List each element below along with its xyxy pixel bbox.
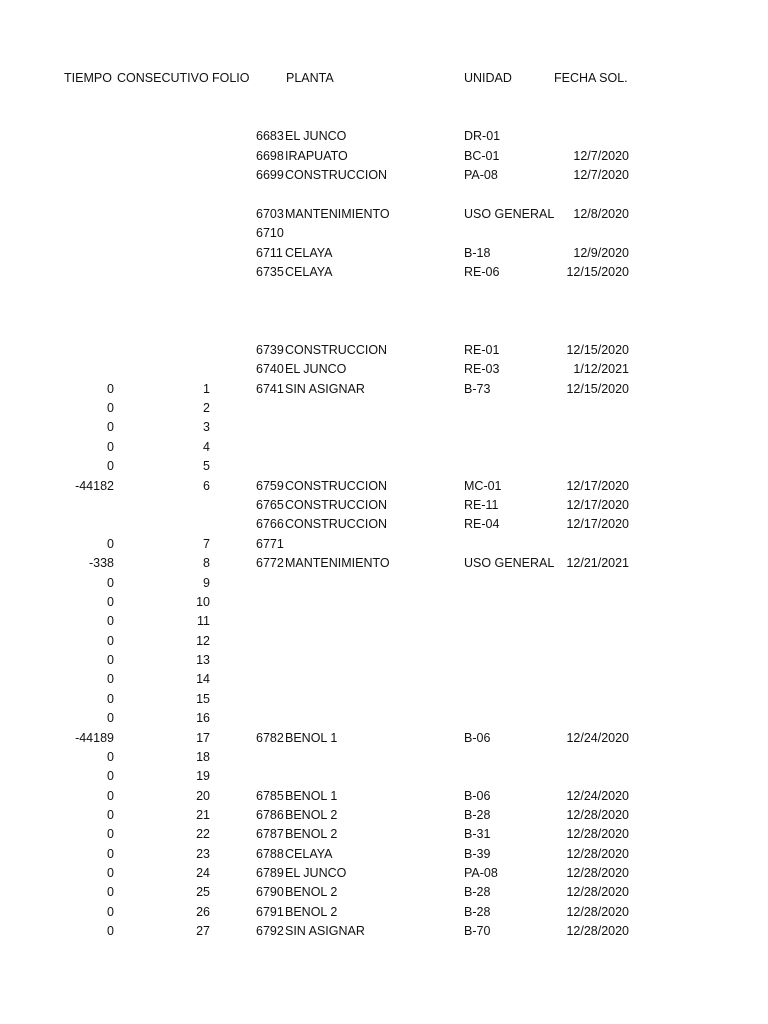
cell-tiempo: 0 [107, 750, 114, 764]
cell-fecha-sol: 12/21/2021 [566, 556, 629, 570]
cell-folio: 6792 [256, 924, 284, 938]
cell-consecutivo: 11 [197, 614, 210, 628]
table-row [0, 593, 768, 612]
table-row [0, 903, 768, 922]
cell-planta: BENOL 2 [285, 885, 338, 899]
cell-fecha-sol: 12/15/2020 [566, 382, 629, 396]
header-unidad: UNIDAD [464, 71, 512, 85]
cell-unidad: B-28 [464, 808, 491, 822]
table-row [0, 883, 768, 902]
cell-tiempo: 0 [107, 614, 114, 628]
cell-folio: 6710 [256, 226, 284, 240]
cell-consecutivo: 2 [203, 401, 210, 415]
cell-fecha-sol: 12/24/2020 [566, 789, 629, 803]
table-row [0, 632, 768, 651]
cell-unidad: B-73 [464, 382, 491, 396]
cell-consecutivo: 9 [203, 576, 210, 590]
cell-tiempo: 0 [107, 789, 114, 803]
cell-planta: CONSTRUCCION [285, 498, 388, 512]
cell-consecutivo: 25 [196, 885, 210, 899]
cell-consecutivo: 14 [196, 672, 210, 686]
table-row [0, 864, 768, 883]
cell-folio: 6788 [256, 847, 284, 861]
cell-planta: MANTENIMIENTO [285, 207, 390, 221]
cell-fecha-sol: 12/7/2020 [573, 149, 629, 163]
cell-fecha-sol: 12/17/2020 [566, 479, 629, 493]
table-row [0, 380, 768, 399]
cell-planta: CELAYA [285, 847, 333, 861]
cell-planta: BENOL 2 [285, 905, 338, 919]
cell-folio: 6766 [256, 517, 284, 531]
cell-consecutivo: 26 [196, 905, 210, 919]
table-row [0, 535, 768, 554]
cell-folio: 6683 [256, 129, 284, 143]
cell-consecutivo: 3 [203, 420, 210, 434]
cell-folio: 6740 [256, 362, 284, 376]
cell-unidad: RE-01 [464, 343, 500, 357]
table-row [0, 438, 768, 457]
cell-folio: 6741 [256, 382, 284, 396]
table-row [0, 767, 768, 786]
cell-folio: 6771 [256, 537, 284, 551]
header-folio: FOLIO [212, 71, 250, 85]
cell-consecutivo: 10 [196, 595, 210, 609]
cell-planta: BENOL 2 [285, 808, 338, 822]
cell-consecutivo: 17 [196, 731, 210, 745]
table-row [0, 244, 768, 263]
cell-folio: 6703 [256, 207, 284, 221]
cell-consecutivo: 1 [203, 382, 210, 396]
cell-unidad: RE-03 [464, 362, 500, 376]
table-row [0, 825, 768, 844]
cell-fecha-sol: 12/17/2020 [566, 517, 629, 531]
table-row [0, 418, 768, 437]
cell-consecutivo: 4 [203, 440, 210, 454]
cell-fecha-sol: 1/12/2021 [573, 362, 629, 376]
cell-planta: CELAYA [285, 265, 333, 279]
cell-consecutivo: 12 [196, 634, 210, 648]
cell-folio: 6711 [256, 246, 283, 260]
table-row [0, 709, 768, 728]
table-row [0, 748, 768, 767]
cell-fecha-sol: 12/28/2020 [566, 827, 629, 841]
header-consecutivo: CONSECUTIVO [117, 71, 209, 85]
cell-planta: CELAYA [285, 246, 333, 260]
table-row [0, 515, 768, 534]
cell-fecha-sol: 12/24/2020 [566, 731, 629, 745]
table-row [0, 922, 768, 941]
cell-tiempo: 0 [107, 808, 114, 822]
cell-unidad: PA-08 [464, 866, 498, 880]
cell-planta: BENOL 1 [285, 731, 338, 745]
cell-tiempo: 0 [107, 440, 114, 454]
cell-folio: 6790 [256, 885, 284, 899]
cell-folio: 6782 [256, 731, 284, 745]
header-planta: PLANTA [286, 71, 334, 85]
cell-fecha-sol: 12/28/2020 [566, 885, 629, 899]
cell-consecutivo: 7 [203, 537, 210, 551]
table-row [0, 670, 768, 689]
cell-folio: 6698 [256, 149, 284, 163]
cell-fecha-sol: 12/28/2020 [566, 847, 629, 861]
cell-consecutivo: 19 [196, 769, 210, 783]
cell-planta: CONSTRUCCION [285, 168, 388, 182]
cell-consecutivo: 18 [196, 750, 210, 764]
cell-tiempo: 0 [107, 847, 114, 861]
cell-consecutivo: 6 [203, 479, 210, 493]
cell-unidad: B-39 [464, 847, 491, 861]
cell-consecutivo: 13 [196, 653, 210, 667]
cell-tiempo: 0 [107, 866, 114, 880]
cell-tiempo: 0 [107, 711, 114, 725]
cell-planta: CONSTRUCCION [285, 343, 388, 357]
cell-planta: CONSTRUCCION [285, 479, 388, 493]
cell-unidad: RE-04 [464, 517, 500, 531]
cell-folio: 6791 [256, 905, 284, 919]
cell-consecutivo: 16 [196, 711, 210, 725]
cell-tiempo: 0 [107, 672, 114, 686]
cell-fecha-sol: 12/7/2020 [573, 168, 629, 182]
cell-tiempo: 0 [107, 905, 114, 919]
cell-planta: MANTENIMIENTO [285, 556, 390, 570]
cell-fecha-sol: 12/15/2020 [566, 265, 629, 279]
cell-tiempo: 0 [107, 382, 114, 396]
cell-planta: BENOL 1 [285, 789, 338, 803]
table-row [0, 612, 768, 631]
cell-folio: 6699 [256, 168, 284, 182]
table-row [0, 554, 768, 573]
table-row [0, 574, 768, 593]
cell-consecutivo: 15 [196, 692, 210, 706]
cell-tiempo: 0 [107, 420, 114, 434]
cell-planta: SIN ASIGNAR [285, 382, 365, 396]
cell-unidad: B-18 [464, 246, 491, 260]
cell-planta: EL JUNCO [285, 362, 347, 376]
cell-fecha-sol: 12/9/2020 [573, 246, 629, 260]
table-row [0, 787, 768, 806]
cell-tiempo: 0 [107, 769, 114, 783]
table-row [0, 806, 768, 825]
table-row [0, 341, 768, 360]
table-row [0, 147, 768, 166]
table-row [0, 166, 768, 185]
cell-tiempo: 0 [107, 401, 114, 415]
cell-fecha-sol: 12/17/2020 [566, 498, 629, 512]
cell-consecutivo: 8 [203, 556, 210, 570]
cell-tiempo: 0 [107, 692, 114, 706]
cell-fecha-sol: 12/28/2020 [566, 924, 629, 938]
cell-unidad: B-70 [464, 924, 491, 938]
cell-unidad: BC-01 [464, 149, 500, 163]
cell-consecutivo: 27 [196, 924, 210, 938]
cell-unidad: USO GENERAL [464, 207, 555, 221]
cell-consecutivo: 5 [203, 459, 210, 473]
cell-tiempo: 0 [107, 537, 114, 551]
cell-unidad: MC-01 [464, 479, 502, 493]
cell-folio: 6785 [256, 789, 284, 803]
cell-folio: 6765 [256, 498, 284, 512]
cell-unidad: USO GENERAL [464, 556, 555, 570]
table-row [0, 690, 768, 709]
cell-planta: EL JUNCO [285, 866, 347, 880]
cell-folio: 6789 [256, 866, 284, 880]
cell-planta: BENOL 2 [285, 827, 338, 841]
cell-tiempo: -338 [88, 556, 114, 570]
cell-consecutivo: 20 [196, 789, 210, 803]
cell-unidad: B-06 [464, 789, 491, 803]
table-row [0, 224, 768, 243]
table-row [0, 477, 768, 496]
header-fecha: FECHA SOL. [554, 71, 628, 85]
cell-unidad: B-06 [464, 731, 491, 745]
cell-folio: 6787 [256, 827, 284, 841]
cell-unidad: RE-11 [464, 498, 499, 512]
cell-folio: 6739 [256, 343, 284, 357]
cell-unidad: B-31 [464, 827, 491, 841]
cell-tiempo: 0 [107, 827, 114, 841]
cell-unidad: PA-08 [464, 168, 498, 182]
cell-planta: SIN ASIGNAR [285, 924, 365, 938]
cell-consecutivo: 21 [196, 808, 210, 822]
cell-folio: 6759 [256, 479, 284, 493]
table-row [0, 360, 768, 379]
table-row [0, 457, 768, 476]
cell-folio: 6786 [256, 808, 284, 822]
cell-planta: IRAPUATO [285, 149, 348, 163]
table-row [0, 205, 768, 224]
cell-fecha-sol: 12/28/2020 [566, 866, 629, 880]
cell-tiempo: 0 [107, 653, 114, 667]
cell-tiempo: -44189 [75, 731, 114, 745]
table-row [0, 651, 768, 670]
cell-tiempo: 0 [107, 576, 114, 590]
cell-unidad: RE-06 [464, 265, 500, 279]
cell-unidad: B-28 [464, 905, 491, 919]
header-tiempo: TIEMPO [64, 71, 112, 85]
cell-folio: 6772 [256, 556, 284, 570]
cell-unidad: B-28 [464, 885, 491, 899]
cell-consecutivo: 24 [196, 866, 210, 880]
cell-fecha-sol: 12/8/2020 [573, 207, 629, 221]
cell-fecha-sol: 12/28/2020 [566, 905, 629, 919]
table-row [0, 496, 768, 515]
table-row [0, 729, 768, 748]
cell-tiempo: 0 [107, 595, 114, 609]
cell-unidad: DR-01 [464, 129, 501, 143]
cell-tiempo: 0 [107, 885, 114, 899]
cell-tiempo: 0 [107, 924, 114, 938]
cell-fecha-sol: 12/28/2020 [566, 808, 629, 822]
table-row [0, 263, 768, 282]
cell-tiempo: 0 [107, 634, 114, 648]
table-row [0, 845, 768, 864]
cell-tiempo: 0 [107, 459, 114, 473]
table-row [0, 127, 768, 146]
cell-planta: CONSTRUCCION [285, 517, 388, 531]
cell-consecutivo: 22 [196, 827, 210, 841]
cell-fecha-sol: 12/15/2020 [566, 343, 629, 357]
table-row [0, 399, 768, 418]
cell-tiempo: -44182 [75, 479, 114, 493]
cell-consecutivo: 23 [196, 847, 210, 861]
cell-folio: 6735 [256, 265, 284, 279]
cell-planta: EL JUNCO [285, 129, 347, 143]
